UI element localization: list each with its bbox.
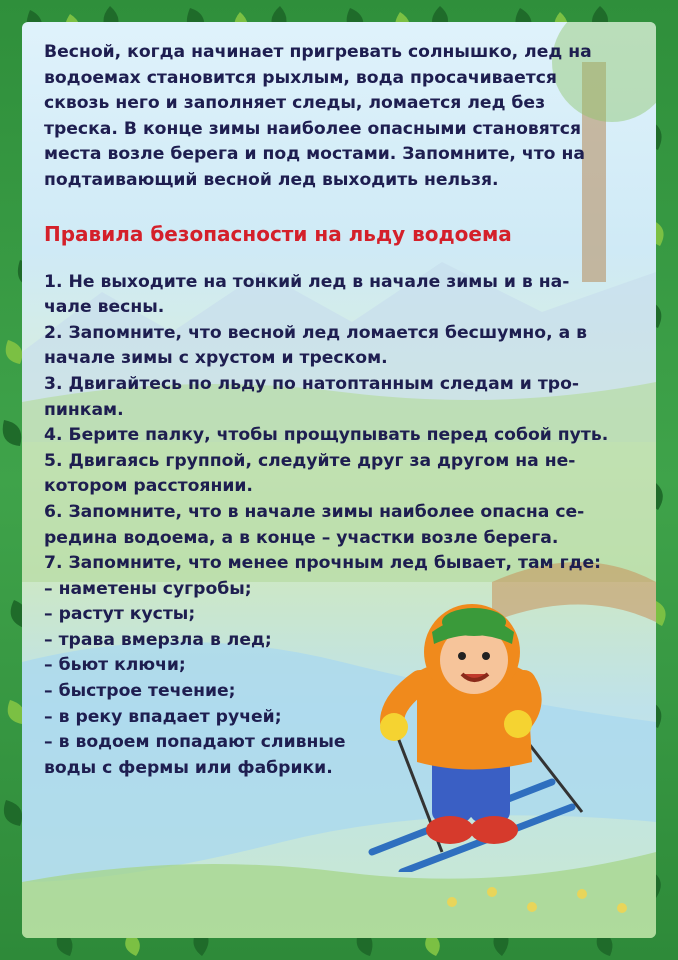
rule-line: начале зимы с хрустом и треском.: [44, 348, 388, 369]
rule-line: редина водоема, а в конце – участки возле берега.: [44, 527, 559, 548]
rules-list: [44, 270, 636, 782]
document-text: [44, 40, 636, 781]
intro-line: сквозь него и заполняет следы, ломается лед без: [44, 93, 546, 114]
rule-line: 2. Запомните, что весной лед ломается бесшумно, а в: [44, 322, 588, 343]
rule-line: – в реку впадает ручей;: [44, 706, 282, 727]
intro-line: Весной, когда начинает пригревать солнышко, лед на: [44, 42, 592, 62]
intro-line: водоемах становится рыхлым, вода просачивается: [44, 67, 557, 88]
rule-line: 3. Двигайтесь по льду по натоптанным следам и тро-: [44, 373, 580, 394]
section-heading: Правила безопасности на льду водоема: [44, 221, 512, 246]
intro-line: места возле берега и под мостами. Запомните, что на: [44, 144, 585, 165]
rule-line: – растут кусты;: [44, 604, 196, 625]
rule-line: 4. Берите палку, чтобы прощупывать перед собой путь.: [44, 425, 609, 446]
rule-line: котором расстоянии.: [44, 476, 253, 497]
content-panel: [22, 22, 656, 938]
intro-line: подтаивающий весной лед выходить нельзя.: [44, 169, 499, 190]
rule-line: 1. Не выходите на тонкий лед в начале зимы и в на-: [44, 271, 570, 292]
rule-line: пинкам.: [44, 399, 124, 420]
intro-line: треска. В конце зимы наиболее опасными становятся: [44, 118, 582, 139]
rule-line: – бьют ключи;: [44, 655, 186, 676]
rule-line: – трава вмерзла в лед;: [44, 629, 272, 650]
rule-line: – в водоем попадают сливные: [44, 732, 346, 753]
rule-line: 5. Двигаясь группой, следуйте друг за другом на не-: [44, 450, 576, 471]
rule-line: чале весны.: [44, 297, 165, 318]
rule-line: воды с фермы или фабрики.: [44, 757, 333, 778]
rule-line: – наметены сугробы;: [44, 578, 252, 599]
intro-paragraph: [44, 40, 636, 194]
rule-line: – быстрое течение;: [44, 681, 236, 702]
rule-line: 6. Запомните, что в начале зимы наиболее опасна се-: [44, 501, 585, 522]
rule-line: 7. Запомните, что менее прочным лед бывает, там где:: [44, 553, 601, 574]
